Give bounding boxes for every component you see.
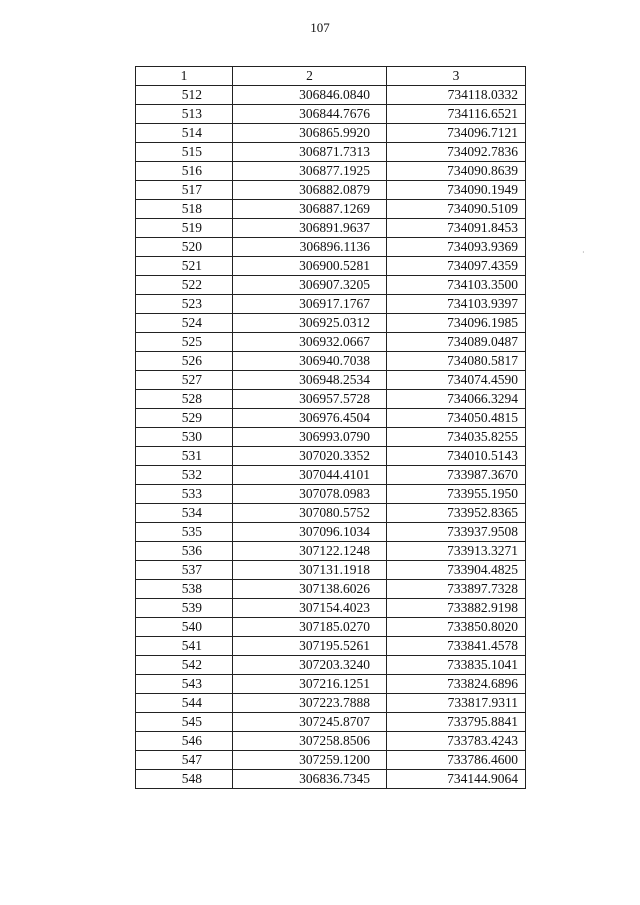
table-row [136, 713, 526, 732]
x-coordinate-cell: 306993.0790 [233, 428, 387, 447]
point-number-cell: 528 [136, 390, 233, 409]
point-number-cell: 512 [136, 86, 233, 105]
point-number-cell: 514 [136, 124, 233, 143]
x-coordinate-cell: 307195.5261 [233, 637, 387, 656]
table-row [136, 105, 526, 124]
y-coordinate-cell: 734035.8255 [387, 428, 526, 447]
point-number-cell: 518 [136, 200, 233, 219]
y-coordinate-cell: 733841.4578 [387, 637, 526, 656]
header-row [136, 67, 526, 86]
x-coordinate-cell: 307131.1918 [233, 561, 387, 580]
x-coordinate-cell: 306948.2534 [233, 371, 387, 390]
y-coordinate-cell: 733955.1950 [387, 485, 526, 504]
point-number-cell: 535 [136, 523, 233, 542]
point-number-cell: 523 [136, 295, 233, 314]
x-coordinate-cell: 307203.3240 [233, 656, 387, 675]
x-coordinate-cell: 307216.1251 [233, 675, 387, 694]
x-coordinate-cell: 307138.6026 [233, 580, 387, 599]
y-coordinate-cell: 733952.8365 [387, 504, 526, 523]
y-coordinate-cell: 734092.7836 [387, 143, 526, 162]
y-coordinate-cell: 734010.5143 [387, 447, 526, 466]
x-coordinate-cell: 307078.0983 [233, 485, 387, 504]
x-coordinate-cell: 306896.1136 [233, 238, 387, 257]
table-row [136, 732, 526, 751]
table-row [136, 466, 526, 485]
table-header [136, 67, 526, 86]
table-row [136, 124, 526, 143]
table-row [136, 637, 526, 656]
y-coordinate-cell: 733913.3271 [387, 542, 526, 561]
x-coordinate-cell: 307080.5752 [233, 504, 387, 523]
point-number-cell: 515 [136, 143, 233, 162]
table-row [136, 238, 526, 257]
x-coordinate-cell: 306925.0312 [233, 314, 387, 333]
point-number-cell: 534 [136, 504, 233, 523]
table-row [136, 86, 526, 105]
point-number-cell: 527 [136, 371, 233, 390]
y-coordinate-cell: 733786.4600 [387, 751, 526, 770]
table-row [136, 694, 526, 713]
point-number-cell: 542 [136, 656, 233, 675]
table-body [136, 86, 526, 789]
y-coordinate-cell: 733897.7328 [387, 580, 526, 599]
y-coordinate-cell: 734050.4815 [387, 409, 526, 428]
point-number-cell: 522 [136, 276, 233, 295]
x-coordinate-cell: 307258.8506 [233, 732, 387, 751]
point-number-cell: 546 [136, 732, 233, 751]
table-row [136, 409, 526, 428]
y-coordinate-cell: 733882.9198 [387, 599, 526, 618]
x-coordinate-cell: 307122.1248 [233, 542, 387, 561]
x-coordinate-cell: 306871.7313 [233, 143, 387, 162]
table-row [136, 162, 526, 181]
column-header-3: 3 [387, 67, 526, 86]
y-coordinate-cell: 734103.3500 [387, 276, 526, 295]
x-coordinate-cell: 307096.1034 [233, 523, 387, 542]
table-row [136, 371, 526, 390]
table-row [136, 219, 526, 238]
coordinate-table [135, 66, 526, 789]
table-row [136, 656, 526, 675]
point-number-cell: 545 [136, 713, 233, 732]
y-coordinate-cell: 733783.4243 [387, 732, 526, 751]
y-coordinate-cell: 734066.3294 [387, 390, 526, 409]
point-number-cell: 544 [136, 694, 233, 713]
point-number-cell: 538 [136, 580, 233, 599]
y-coordinate-cell: 734144.9064 [387, 770, 526, 789]
point-number-cell: 540 [136, 618, 233, 637]
table-row [136, 181, 526, 200]
x-coordinate-cell: 306846.0840 [233, 86, 387, 105]
point-number-cell: 533 [136, 485, 233, 504]
table-row [136, 352, 526, 371]
x-coordinate-cell: 307185.0270 [233, 618, 387, 637]
table-row [136, 561, 526, 580]
column-header-2: 2 [233, 67, 387, 86]
x-coordinate-cell: 306957.5728 [233, 390, 387, 409]
y-coordinate-cell: 734118.0332 [387, 86, 526, 105]
y-coordinate-cell: 734091.8453 [387, 219, 526, 238]
x-coordinate-cell: 306882.0879 [233, 181, 387, 200]
table-row [136, 295, 526, 314]
page-number: 107 [310, 20, 330, 35]
y-coordinate-cell: 733987.3670 [387, 466, 526, 485]
y-coordinate-cell: 733795.8841 [387, 713, 526, 732]
table-row [136, 618, 526, 637]
column-header-1: 1 [136, 67, 233, 86]
x-coordinate-cell: 306932.0667 [233, 333, 387, 352]
point-number-cell: 526 [136, 352, 233, 371]
y-coordinate-cell: 734090.1949 [387, 181, 526, 200]
x-coordinate-cell: 306976.4504 [233, 409, 387, 428]
table-row [136, 200, 526, 219]
point-number-cell: 539 [136, 599, 233, 618]
table-row [136, 314, 526, 333]
y-coordinate-cell: 734097.4359 [387, 257, 526, 276]
point-number-cell: 516 [136, 162, 233, 181]
point-number-cell: 521 [136, 257, 233, 276]
table-row [136, 542, 526, 561]
x-coordinate-cell: 306844.7676 [233, 105, 387, 124]
table-row [136, 675, 526, 694]
table-row [136, 447, 526, 466]
x-coordinate-cell: 307020.3352 [233, 447, 387, 466]
table-row [136, 770, 526, 789]
point-number-cell: 532 [136, 466, 233, 485]
y-coordinate-cell: 733850.8020 [387, 618, 526, 637]
x-coordinate-cell: 306836.7345 [233, 770, 387, 789]
point-number-cell: 520 [136, 238, 233, 257]
x-coordinate-cell: 306907.3205 [233, 276, 387, 295]
table-row [136, 523, 526, 542]
point-number-cell: 529 [136, 409, 233, 428]
y-coordinate-cell: 734089.0487 [387, 333, 526, 352]
point-number-cell: 543 [136, 675, 233, 694]
point-number-cell: 525 [136, 333, 233, 352]
table-row [136, 580, 526, 599]
table-row [136, 390, 526, 409]
x-coordinate-cell: 306865.9920 [233, 124, 387, 143]
table-row [136, 276, 526, 295]
x-coordinate-cell: 307044.4101 [233, 466, 387, 485]
y-coordinate-cell: 734080.5817 [387, 352, 526, 371]
y-coordinate-cell: 733817.9311 [387, 694, 526, 713]
y-coordinate-cell: 733824.6896 [387, 675, 526, 694]
x-coordinate-cell: 307259.1200 [233, 751, 387, 770]
x-coordinate-cell: 306900.5281 [233, 257, 387, 276]
y-coordinate-cell: 734103.9397 [387, 295, 526, 314]
y-coordinate-cell: 734090.5109 [387, 200, 526, 219]
y-coordinate-cell: 733937.9508 [387, 523, 526, 542]
point-number-cell: 530 [136, 428, 233, 447]
y-coordinate-cell: 734074.4590 [387, 371, 526, 390]
x-coordinate-cell: 306887.1269 [233, 200, 387, 219]
table-row [136, 485, 526, 504]
x-coordinate-cell: 306940.7038 [233, 352, 387, 371]
table-row [136, 504, 526, 523]
point-number-cell: 541 [136, 637, 233, 656]
point-number-cell: 519 [136, 219, 233, 238]
point-number-cell: 513 [136, 105, 233, 124]
point-number-cell: 524 [136, 314, 233, 333]
x-coordinate-cell: 306917.1767 [233, 295, 387, 314]
point-number-cell: 536 [136, 542, 233, 561]
table-row [136, 143, 526, 162]
point-number-cell: 531 [136, 447, 233, 466]
x-coordinate-cell: 306891.9637 [233, 219, 387, 238]
x-coordinate-cell: 306877.1925 [233, 162, 387, 181]
point-number-cell: 517 [136, 181, 233, 200]
y-coordinate-cell: 734116.6521 [387, 105, 526, 124]
point-number-cell: 537 [136, 561, 233, 580]
y-coordinate-cell: 734096.7121 [387, 124, 526, 143]
table-row [136, 751, 526, 770]
margin-mark: · [582, 248, 585, 257]
y-coordinate-cell: 733904.4825 [387, 561, 526, 580]
y-coordinate-cell: 734096.1985 [387, 314, 526, 333]
table-row [136, 257, 526, 276]
table-row [136, 333, 526, 352]
table-row [136, 599, 526, 618]
x-coordinate-cell: 307223.7888 [233, 694, 387, 713]
y-coordinate-cell: 734093.9369 [387, 238, 526, 257]
y-coordinate-cell: 733835.1041 [387, 656, 526, 675]
x-coordinate-cell: 307245.8707 [233, 713, 387, 732]
y-coordinate-cell: 734090.8639 [387, 162, 526, 181]
point-number-cell: 548 [136, 770, 233, 789]
point-number-cell: 547 [136, 751, 233, 770]
table-row [136, 428, 526, 447]
x-coordinate-cell: 307154.4023 [233, 599, 387, 618]
